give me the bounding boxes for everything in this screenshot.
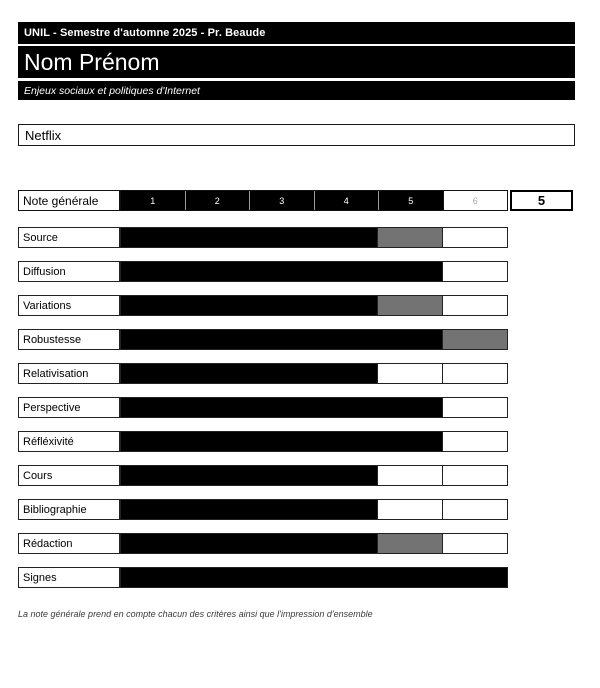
header-student-name-bar — [18, 46, 575, 78]
criterion-label: Rédaction — [18, 533, 120, 554]
bar-segment-filled — [249, 364, 313, 383]
criterion-row — [18, 567, 575, 588]
course-title: Enjeux sociaux et politiques d'Internet — [24, 84, 200, 97]
bar-segment-empty — [442, 398, 507, 417]
bar-segment-filled — [249, 466, 313, 485]
bar-segment-filled — [314, 568, 378, 587]
criterion-row — [18, 465, 575, 486]
criterion-bar — [120, 329, 508, 350]
criterion-bar — [120, 261, 508, 282]
criterion-label: Relativisation — [18, 363, 120, 384]
criterion-label: Bibliographie — [18, 499, 120, 520]
scale-cell-1: 1 — [121, 191, 185, 210]
work-title-box — [18, 124, 575, 146]
bar-segment-empty — [442, 364, 507, 383]
student-name: Nom Prénom — [24, 48, 160, 75]
bar-segment-empty — [442, 432, 507, 451]
bar-segment-filled — [249, 500, 313, 519]
bar-segment-partial — [377, 296, 442, 315]
header-course-info-bar — [18, 22, 575, 44]
bar-segment-filled — [121, 262, 185, 281]
scale-cell-6: 6 — [443, 191, 508, 210]
criterion-label: Variations — [18, 295, 120, 316]
bar-segment-filled — [185, 500, 249, 519]
criterion-row — [18, 397, 575, 418]
bar-segment-empty — [442, 228, 507, 247]
evaluation-sheet — [18, 22, 575, 619]
criterion-row — [18, 295, 575, 316]
bar-segment-filled — [185, 398, 249, 417]
bar-segment-filled — [249, 534, 313, 553]
criterion-row — [18, 227, 575, 248]
criterion-label: Réfléxivité — [18, 431, 120, 452]
criterion-bar — [120, 567, 508, 588]
bar-segment-filled — [121, 500, 185, 519]
bar-segment-filled — [313, 534, 377, 553]
overall-grade-row — [18, 190, 575, 211]
criterion-label: Cours — [18, 465, 120, 486]
overall-grade-label-text: Note générale — [23, 193, 99, 208]
bar-segment-filled — [249, 330, 313, 349]
scale-cell-4: 4 — [314, 191, 379, 210]
scale-cell-3: 3 — [249, 191, 314, 210]
criterion-label: Signes — [18, 567, 120, 588]
criterion-bar — [120, 499, 508, 520]
bar-segment-filled — [121, 330, 185, 349]
bar-segment-partial — [442, 330, 507, 349]
bar-segment-empty — [377, 466, 442, 485]
bar-segment-filled — [378, 398, 442, 417]
footer-note: La note générale prend en compte chacun des critères ainsi que l'impression d'ensemble — [18, 609, 373, 619]
overall-scale — [120, 190, 508, 211]
criterion-bar — [120, 363, 508, 384]
criterion-row — [18, 499, 575, 520]
bar-segment-filled — [185, 262, 249, 281]
criterion-row — [18, 431, 575, 452]
bar-segment-filled — [378, 262, 442, 281]
bar-segment-empty — [442, 534, 507, 553]
criterion-row — [18, 261, 575, 282]
bar-segment-filled — [313, 364, 377, 383]
work-title: Netflix — [25, 127, 62, 143]
criterion-row — [18, 363, 575, 384]
criterion-bar — [120, 295, 508, 316]
bar-segment-filled — [121, 568, 185, 587]
bar-segment-filled — [378, 432, 442, 451]
bar-segment-partial — [377, 228, 442, 247]
scale-cell-5: 5 — [378, 191, 443, 210]
criteria-rows — [18, 227, 575, 588]
bar-segment-filled — [185, 568, 249, 587]
bar-segment-filled — [378, 330, 442, 349]
bar-segment-filled — [121, 398, 185, 417]
bar-segment-filled — [121, 534, 185, 553]
criterion-bar — [120, 431, 508, 452]
bar-segment-filled — [185, 466, 249, 485]
bar-segment-filled — [314, 330, 378, 349]
bar-segment-filled — [185, 432, 249, 451]
criterion-label: Robustesse — [18, 329, 120, 350]
bar-segment-filled — [185, 296, 249, 315]
bar-segment-empty — [442, 466, 507, 485]
header-course-info: UNIL - Semestre d'automne 2025 - Pr. Beaude — [24, 27, 266, 39]
criterion-label: Perspective — [18, 397, 120, 418]
bar-segment-filled — [121, 296, 185, 315]
bar-segment-filled — [185, 228, 249, 247]
bar-segment-filled — [314, 262, 378, 281]
bar-segment-filled — [314, 432, 378, 451]
criterion-row — [18, 533, 575, 554]
scale-cell-2: 2 — [185, 191, 250, 210]
bar-segment-empty — [377, 364, 442, 383]
bar-segment-filled — [121, 432, 185, 451]
bar-segment-filled — [185, 534, 249, 553]
bar-segment-filled — [121, 228, 185, 247]
bar-segment-empty — [442, 500, 507, 519]
bar-segment-filled — [378, 568, 442, 587]
bar-segment-filled — [443, 568, 507, 587]
criterion-label: Source — [18, 227, 120, 248]
bar-segment-filled — [249, 296, 313, 315]
bar-segment-filled — [249, 228, 313, 247]
overall-grade-value-box — [510, 190, 573, 211]
bar-segment-filled — [313, 296, 377, 315]
bar-segment-filled — [121, 364, 185, 383]
bar-segment-empty — [442, 296, 507, 315]
bar-segment-filled — [314, 398, 378, 417]
bar-segment-filled — [249, 398, 313, 417]
bar-segment-filled — [185, 364, 249, 383]
overall-grade-value: 5 — [537, 193, 546, 208]
bar-segment-filled — [249, 262, 313, 281]
header-course-title-bar — [18, 81, 575, 100]
criterion-bar — [120, 397, 508, 418]
criterion-row — [18, 329, 575, 350]
bar-segment-filled — [313, 466, 377, 485]
bar-segment-filled — [185, 330, 249, 349]
criterion-bar — [120, 533, 508, 554]
bar-segment-filled — [121, 466, 185, 485]
overall-grade-label — [18, 190, 120, 211]
bar-segment-empty — [377, 500, 442, 519]
bar-segment-empty — [442, 262, 507, 281]
bar-segment-filled — [249, 432, 313, 451]
bar-segment-filled — [313, 500, 377, 519]
bar-segment-partial — [377, 534, 442, 553]
bar-segment-filled — [313, 228, 377, 247]
bar-segment-filled — [250, 568, 314, 587]
criterion-bar — [120, 465, 508, 486]
criterion-label: Diffusion — [18, 261, 120, 282]
criterion-bar — [120, 227, 508, 248]
